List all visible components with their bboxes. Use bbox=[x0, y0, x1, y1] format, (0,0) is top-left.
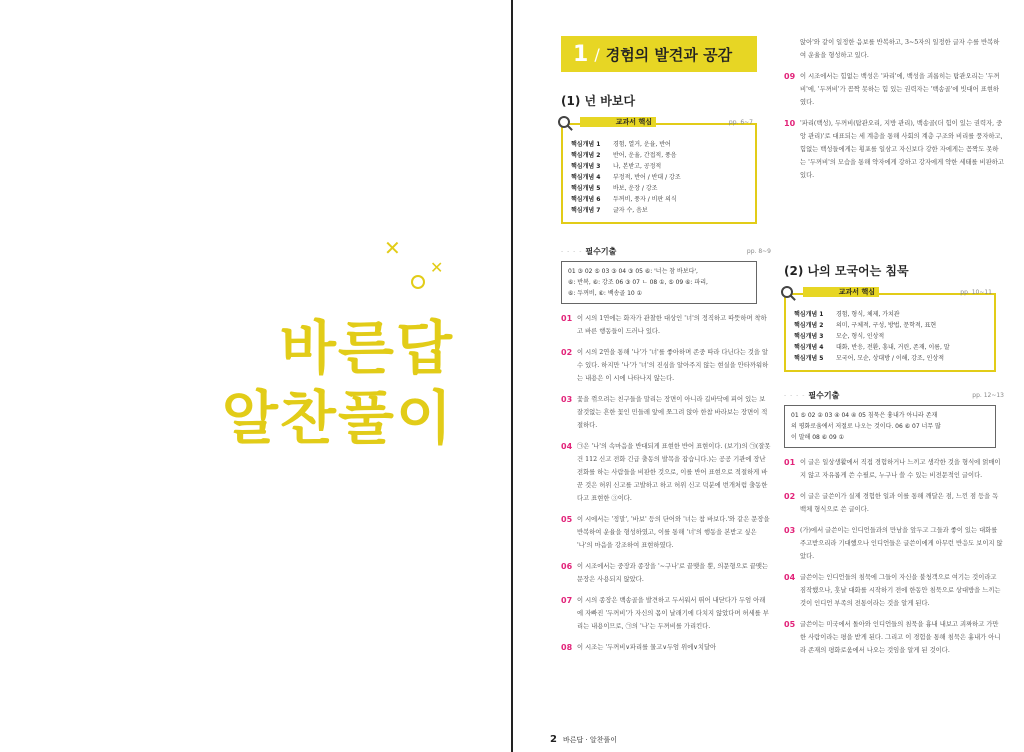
answer-item bbox=[784, 618, 1004, 657]
answer-text: ㉠은 '나'의 속마음을 반대되게 표현한 반어 표현이다. (보기)의 ㉠(잘못 건 112 신고 전화 긴급 출동의 발목을 잡습니다.)는 공공 기관에 장난 전화를 하는 사람들을 비판한 것으로, 이를 반어 표현으로 적절하게 바꾼 것은 허위 신고를 고발하고 하고 허위 신고 덕분에 번개처럼 출동한다고 표현한 ③이다. bbox=[577, 443, 771, 502]
core-concept-box bbox=[561, 118, 757, 224]
core-concept-row bbox=[571, 161, 749, 172]
core-concept-key: 핵심개념 5 bbox=[794, 355, 824, 362]
right-column bbox=[784, 36, 1004, 657]
core-concept-value: 대화, 반응, 전환, 흥내, 거린, 존재, 이름, 말 bbox=[836, 344, 950, 351]
exam-answer-line: ⑥: 두꺼비, ⑥: 백송골 10 ① bbox=[568, 290, 643, 297]
chapter-title: 경험의 발견과 공감 bbox=[605, 45, 733, 64]
answer-item bbox=[561, 560, 771, 586]
core-concept-key: 핵심개념 2 bbox=[571, 152, 601, 159]
chapter-number: 1 bbox=[573, 41, 589, 67]
answer-list bbox=[784, 456, 1004, 657]
core-concept-header bbox=[563, 116, 755, 128]
answer-number: 08 bbox=[561, 643, 573, 652]
core-concept-row bbox=[571, 194, 749, 205]
answer-item bbox=[784, 490, 1004, 516]
exam-pages: pp. 8~9 bbox=[746, 248, 771, 255]
left-column bbox=[561, 36, 771, 654]
answer-item bbox=[561, 513, 771, 552]
answer-text: 글쓴이는 미국에서 돌아와 인디언들의 침묵을 흉내 내보고 괴짜하고 가만한 사람이라는 평을 받게 된다. 그리고 이 경험을 통해 침묵은 흉내가 아니라 존재의 평화로움에서 나오는 것임을 알게 된 것이다. bbox=[800, 621, 1001, 654]
answer-text: 이 글은 일상생활에서 직접 경험하거나 느끼고 생각한 것을 형식에 얽매이지 않고 자유롭게 쓴 수필로, 누구나 쓸 수 있는 비전문적인 글이다. bbox=[800, 459, 1001, 479]
core-concept-key: 핵심개념 4 bbox=[571, 174, 601, 181]
core-concept-key: 핵심개념 7 bbox=[571, 207, 601, 214]
answer-item bbox=[784, 70, 1004, 109]
answer-text: 이 시조에서는 힘없는 백성은 '파리'에, 백성을 괴롭히는 탐관오리는 '두꺼비'에, '두꺼비'가 꼼짝 못하는 힘 있는 권력자는 '백송골'에 빗대어 표현하였다. bbox=[800, 73, 1000, 106]
exam-header bbox=[784, 390, 1004, 401]
core-label-bar bbox=[803, 287, 879, 297]
exam-pages: pp. 12~13 bbox=[972, 392, 1004, 399]
answer-number: 10 bbox=[784, 119, 796, 128]
answer-text: (가)에서 글쓴이는 인디언들과의 만남을 앞두고 그들과 좋이 있는 대화를 주고받으리라 기대했으나 인디언들은 글쓴이에게 아무런 반응도 보이지 않았다. bbox=[800, 527, 1003, 560]
answer-item bbox=[561, 641, 771, 654]
core-concept-key: 핵심개념 4 bbox=[794, 344, 824, 351]
core-concept-value: 모국어, 모순, 상대방 / 이해, 강조, 인상적 bbox=[836, 355, 945, 362]
answer-number: 03 bbox=[561, 395, 573, 404]
core-concept-row bbox=[571, 150, 749, 161]
answer-number: 06 bbox=[561, 562, 573, 571]
core-label: 교과서 핵심 bbox=[838, 288, 875, 296]
magnifier-icon bbox=[558, 116, 570, 128]
answer-item bbox=[784, 571, 1004, 610]
core-concept-value: 글자 수, 음보 bbox=[613, 207, 648, 214]
answer-text: '파리(백성), 두꺼비(탐관오리, 지방 관리), 백송골(더 힘이 있는 권력자, 중앙 관리)'로 대표되는 세 계층을 통해 사회의 계층 구조와 비리를 풍자하고, 힘없는 백성들에게는 횡포를 일삼고 자신보다 강한 자에게는 꼼짝도 못하는 '두꺼비'의 모습을 통해 약자에게 강하고 강자에게 약한 세태를 비판하고 있다. bbox=[800, 120, 1004, 179]
cover-title-line1: 바른답 bbox=[279, 314, 454, 382]
answer-list bbox=[561, 312, 771, 654]
section-title: (1) 넌 바보다 bbox=[561, 94, 636, 108]
exam-dash: - - - - bbox=[784, 392, 806, 399]
core-concept-row bbox=[794, 342, 988, 353]
page-footer bbox=[550, 734, 617, 745]
answer-item bbox=[561, 312, 771, 338]
chapter-header bbox=[561, 36, 757, 72]
core-concept-value: 경험, 열거, 운율, 반어 bbox=[613, 141, 671, 148]
exam-answer-line: 이 말해 08 ⑥ 09 ① bbox=[791, 434, 844, 441]
answer-item bbox=[784, 456, 1004, 482]
core-concept-value: 반어, 운율, 간접적, 풍음 bbox=[613, 152, 677, 159]
exam-label: 필수기출 bbox=[808, 391, 840, 400]
answer-text: 꽃을 꺾으려는 친구들을 말리는 장면이 아니라 길바닥에 피어 있는 보잘것없는 흔한 꽃인 민들레 앞에 쪼그려 앉아 한참 바라보는 장면이 적절하다. bbox=[577, 396, 768, 429]
core-concept-key: 핵심개념 1 bbox=[571, 141, 601, 148]
deco-circle-icon bbox=[411, 275, 425, 289]
answer-number: 02 bbox=[561, 348, 573, 357]
core-label: 교과서 핵심 bbox=[615, 118, 652, 126]
core-concept-row bbox=[794, 309, 988, 320]
core-concept-key: 핵심개념 6 bbox=[571, 196, 601, 203]
exam-answer-line: ⑥: 반복, ⑥: 강조 06 ③ 07 ㄴ 08 ①, ⑤ 09 ⑥: 파리, bbox=[568, 279, 708, 286]
exam-answer-line: 01 ③ 02 ⑤ 03 ③ 04 ③ 05 ⑥: '너는 참 바보다', bbox=[568, 268, 698, 275]
answer-number: 09 bbox=[784, 72, 796, 81]
core-concept-list bbox=[794, 309, 988, 364]
answer-list bbox=[784, 70, 1004, 182]
exam-answer-line: 의 평화로움에서 저절로 나오는 것이다. 06 ⑥ 07 너무 많 bbox=[791, 423, 941, 430]
footer-title: 바른답 · 알찬풀이 bbox=[562, 735, 617, 744]
core-concept-value: 의미, 구체적, 구성, 방법, 문학적, 표현 bbox=[836, 322, 937, 329]
core-concept-value: 두꺼비, 풍자 / 비판 의식 bbox=[613, 196, 677, 203]
answer-continued: 앉아'와 같이 일정한 음보를 반복하고, 3~5자의 일정한 글자 수를 반복하여 운율을 형성하고 있다. bbox=[800, 39, 1000, 59]
answer-item bbox=[561, 393, 771, 432]
answer-text: 이 시의 1연에는 화자가 관찰한 대상인 '너'의 정직하고 따뜻하며 착하고 바른 행동들이 드러나 있다. bbox=[577, 315, 767, 335]
answer-number: 07 bbox=[561, 596, 573, 605]
core-concept-row bbox=[571, 183, 749, 194]
answer-item bbox=[561, 346, 771, 385]
core-concept-row bbox=[571, 205, 749, 216]
answer-number: 04 bbox=[784, 573, 796, 582]
magnifier-icon bbox=[781, 286, 793, 298]
core-concept-row bbox=[571, 139, 749, 150]
exam-answer-line: 01 ⑤ 02 ② 03 ④ 04 ④ 05 침묵은 흉내가 아니라 존재 bbox=[791, 412, 938, 419]
answer-number: 05 bbox=[561, 515, 573, 524]
core-concept-value: 경험, 형식, 체제, 가치관 bbox=[836, 311, 900, 318]
core-concept-value: 모순, 형식, 인상적 bbox=[836, 333, 885, 340]
exam-label: 필수기출 bbox=[585, 247, 617, 256]
core-concept-row bbox=[794, 353, 988, 364]
core-concept-key: 핵심개념 3 bbox=[794, 333, 824, 340]
core-concept-row bbox=[571, 172, 749, 183]
exam-header bbox=[561, 246, 771, 257]
core-concept-row bbox=[794, 320, 988, 331]
core-concept-key: 핵심개념 5 bbox=[571, 185, 601, 192]
section-title: (2) 나의 모국어는 침묵 bbox=[784, 264, 909, 278]
right-page bbox=[513, 0, 1024, 752]
answer-item bbox=[784, 117, 1004, 182]
answer-text: 이 시조에서는 중장과 종장을 '~구나'로 끝맺을 뿐, 의문형으로 끝맺는 문장은 사용되지 않았다. bbox=[577, 563, 768, 583]
answer-item bbox=[561, 594, 771, 633]
cover-title bbox=[222, 313, 454, 453]
core-label-bar bbox=[580, 117, 656, 127]
core-pages: pp. 10~11 bbox=[960, 288, 992, 296]
answer-text: 이 시의 2연을 통해 '나'가 '너'를 좋아하며 존중 따라 다닌다는 것을 알 수 있다. 하지만 '나'가 '너'의 진심을 알아주지 않는 현실을 안타까워하는 내용은 이 시에 나타나지 않는다. bbox=[577, 349, 769, 382]
exam-answer-box bbox=[784, 405, 996, 448]
answer-text: 이 시조는 '두꺼비∨파리를 물고∨두엄 위에∨치달아 bbox=[577, 644, 717, 651]
answer-number: 02 bbox=[784, 492, 796, 501]
answer-text: 이 시에서는 '정말', '바보' 등의 단어와 '너는 참 바보다.'와 같은 문장을 반복하여 운율을 형성하였고, 이를 통해 '너'의 행동을 본받고 싶은 '나'의 마음을 강조하여 표현하였다. bbox=[577, 516, 770, 549]
answer-text: 이 글은 글쓴이가 실제 경험한 일과 이를 통해 깨달은 점, 느낀 점 등을 독백체 형식으로 쓴 글이다. bbox=[800, 493, 999, 513]
core-pages: pp. 6~7 bbox=[728, 118, 753, 126]
answer-item bbox=[784, 524, 1004, 563]
core-concept-value: 바보, 운장 / 강조 bbox=[613, 185, 658, 192]
answer-item bbox=[561, 440, 771, 505]
core-concept-key: 핵심개념 1 bbox=[794, 311, 824, 318]
deco-x-icon: ✕ bbox=[384, 236, 401, 260]
core-concept-list bbox=[571, 139, 749, 216]
core-concept-header bbox=[786, 286, 994, 298]
deco-x-icon: ✕ bbox=[430, 258, 444, 277]
answer-text: 글쓴이는 인디언들의 침묵에 그들이 자신을 불청객으로 여기는 것이라고 짐작했으나, 훗날 대화를 시작하기 전에 한동안 침묵으로 상대방을 느끼는 것이 인디언 부족의 전통이라는 것을 알게 된다. bbox=[800, 574, 1001, 607]
core-concept-value: 나, 본받고, 공정적 bbox=[613, 163, 662, 170]
answer-number: 05 bbox=[784, 620, 796, 629]
answer-text: 이 시의 종장은 백송골을 발견하고 두서워서 뛰어 내닫다가 두엄 아래에 자빠진 '두꺼비'가 자신의 몸이 날래기에 다치지 않았다며 허세를 부리는 내용이므로, ㉠의 '나'는 두꺼비를 가리킨다. bbox=[577, 597, 769, 630]
core-concept-key: 핵심개념 2 bbox=[794, 322, 824, 329]
answer-number: 01 bbox=[561, 314, 573, 323]
answer-number: 03 bbox=[784, 526, 796, 535]
exam-dash: - - - - bbox=[561, 248, 583, 255]
chapter-slash: / bbox=[594, 44, 600, 64]
page-number: 2 bbox=[550, 734, 557, 745]
answer-number: 01 bbox=[784, 458, 796, 467]
core-concept-value: 부정적, 반어 / 반대 / 강조 bbox=[613, 174, 681, 181]
core-concept-box bbox=[784, 288, 996, 372]
answer-number: 04 bbox=[561, 442, 573, 451]
core-concept-row bbox=[794, 331, 988, 342]
core-concept-key: 핵심개념 3 bbox=[571, 163, 601, 170]
cover-title-line2: 알찬풀이 bbox=[221, 384, 454, 452]
exam-answer-box bbox=[561, 261, 757, 304]
